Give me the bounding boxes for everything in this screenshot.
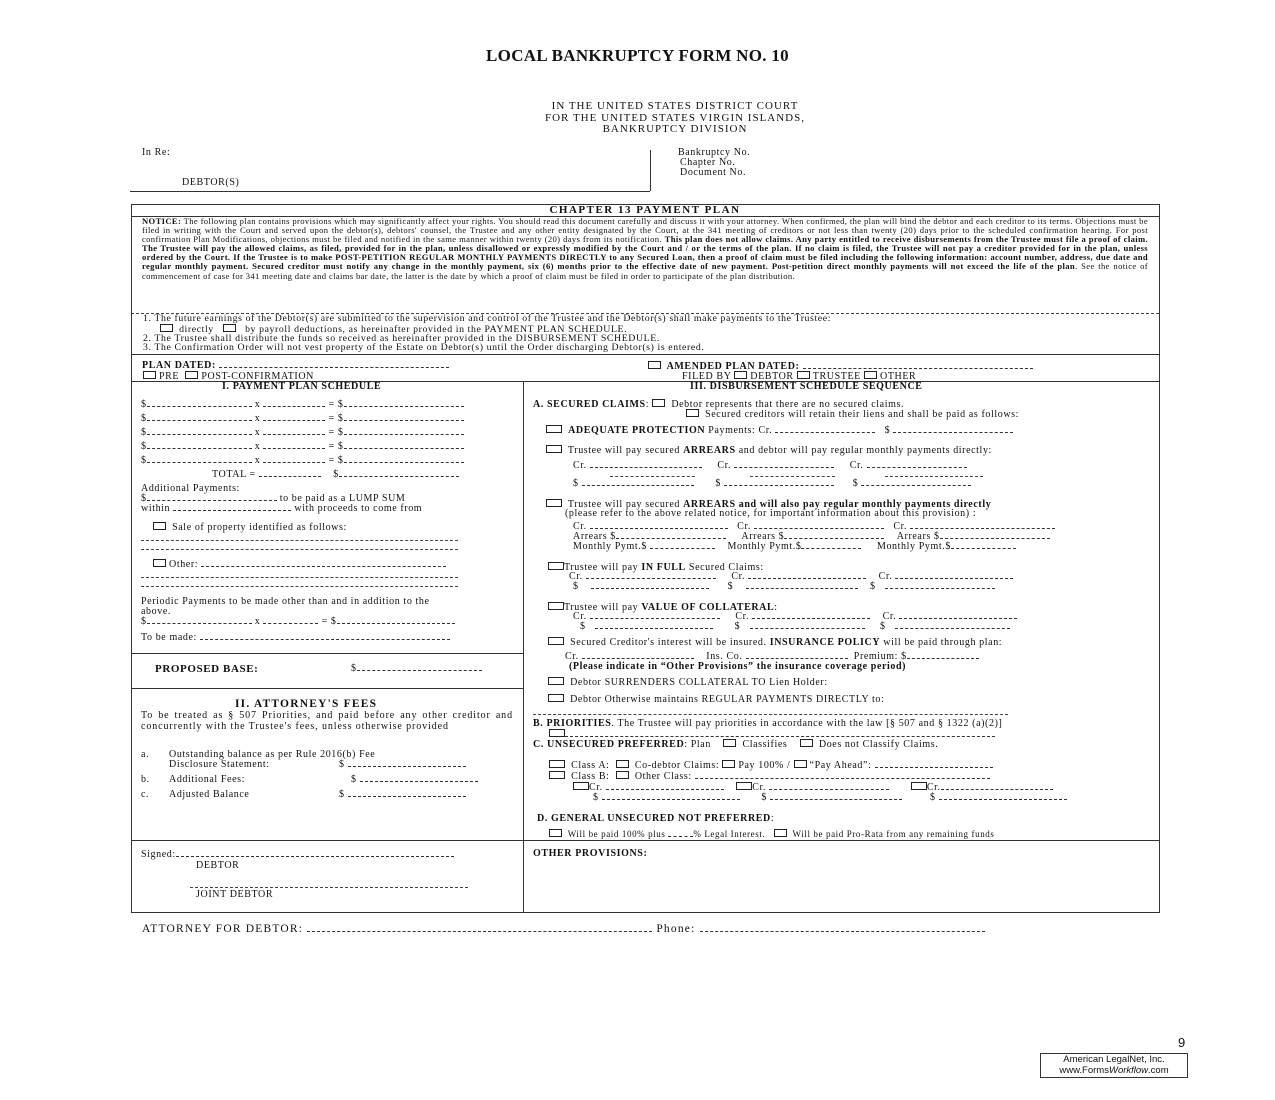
- cr-label: Cr.: [737, 521, 751, 532]
- equals-sign: = $: [328, 455, 344, 466]
- blank-line[interactable]: [141, 586, 458, 587]
- form-title: LOCAL BANKRUPTCY FORM NO. 10: [486, 46, 789, 65]
- classifies-checkbox[interactable]: [723, 739, 736, 747]
- amount-row[interactable]: [573, 582, 995, 591]
- blank-line[interactable]: [141, 549, 458, 550]
- chapter-no-field[interactable]: Chapter No.: [680, 157, 736, 168]
- filed-by-label: FILED BY: [682, 371, 732, 382]
- blank-line[interactable]: [750, 476, 835, 477]
- lump-sum-field[interactable]: [141, 494, 405, 503]
- other-provisions-label: OTHER PROVISIONS:: [533, 848, 648, 859]
- notice-paragraph: [142, 217, 1148, 281]
- insurance-text: will be paid through plan:: [880, 637, 1003, 648]
- priorities-checkbox[interactable]: [549, 729, 565, 737]
- general-unsecured-label: D. GENERAL UNSECURED NOT PREFERRED: [537, 813, 771, 824]
- other-class-checkbox[interactable]: [616, 771, 629, 779]
- codebtor-label: Co-debtor Claims:: [634, 760, 720, 771]
- ins-co-label: Ins. Co.: [706, 651, 743, 662]
- creditor-row[interactable]: [573, 522, 1055, 531]
- insurance-checkbox[interactable]: [548, 637, 564, 645]
- publisher-name: American LegalNet, Inc.: [1063, 1054, 1165, 1065]
- cr-label: Cr.: [731, 571, 746, 582]
- times-sign: x: [254, 455, 261, 466]
- monthly-payment-row[interactable]: [573, 542, 1016, 551]
- dollar-sign: $: [580, 621, 586, 632]
- term-1: 1. The future earnings of the Debtor(s) are submitted to the supervision and control of the Trustee and the Debtor(s) shall make payments to the Trustee:: [143, 313, 832, 324]
- times-sign: x: [254, 427, 261, 438]
- cr-label: Cr.: [752, 782, 767, 793]
- paid-100-checkbox[interactable]: [549, 829, 562, 837]
- dollar-sign: $: [761, 792, 768, 803]
- dollar-sign: $: [852, 478, 859, 489]
- not-classify-checkbox[interactable]: [800, 739, 813, 747]
- value-of-collateral-row[interactable]: Trustee will pay VALUE OF COLLATERAL:: [548, 602, 778, 612]
- surrenders-label: Debtor SURRENDERS COLLATERAL TO Lien Holder:: [570, 677, 828, 688]
- fee-c-label: Adjusted Balance: [169, 789, 250, 800]
- caption-underline: [130, 191, 650, 192]
- class-b-checkbox[interactable]: [549, 771, 565, 779]
- legal-interest-label: % Legal Interest.: [693, 829, 766, 839]
- creditor-row[interactable]: [573, 612, 1017, 621]
- retain-liens-row: [686, 409, 1019, 419]
- unsecured-preferred-label: C. UNSECURED PREFERRED: [533, 739, 685, 750]
- schedule-row[interactable]: [141, 456, 464, 465]
- term-2: 2. The Trustee shall distribute the funds so received as hereinafter provided in the DISBURSEMENT SCHEDULE.: [143, 333, 660, 344]
- plan-label: : Plan: [684, 739, 711, 750]
- dollar-sign: $: [339, 789, 345, 800]
- filed-trustee-label: TRUSTEE: [812, 371, 861, 382]
- debtor-signature-label: DEBTOR: [196, 860, 240, 871]
- secured-claims-label: A. SECURED CLAIMS: [533, 399, 646, 410]
- payroll-label: by payroll deductions, as hereinafter provided in the PAYMENT PLAN SCHEDULE.: [245, 324, 628, 335]
- other-option[interactable]: [153, 559, 446, 569]
- plan-dated-field[interactable]: [142, 361, 449, 370]
- unsecured-preferred-row: [533, 739, 938, 749]
- class-b-row[interactable]: [549, 771, 990, 781]
- filed-other-checkbox[interactable]: [864, 371, 877, 379]
- other-checkbox[interactable]: [153, 559, 166, 567]
- schedule-row[interactable]: [141, 400, 464, 409]
- value-text: Trustee will pay: [564, 602, 642, 613]
- signed-label: Signed:: [141, 849, 176, 860]
- other-class-label: Other Class:: [634, 771, 692, 782]
- bankruptcy-no-field[interactable]: Bankruptcy No.: [678, 147, 751, 158]
- in-full-text: Secured Claims:: [685, 562, 764, 573]
- filed-by-row: [682, 371, 916, 381]
- class-a-label: Class A:: [571, 760, 610, 771]
- arrears-amount-label: Arrears $: [896, 531, 940, 542]
- debtor-signature-field[interactable]: [141, 850, 454, 859]
- class-a-row[interactable]: [549, 760, 993, 770]
- amended-plan-field[interactable]: [648, 361, 1033, 371]
- adequate-protection-row[interactable]: [546, 425, 1013, 435]
- page-number: 9: [1178, 1035, 1186, 1050]
- plan-type-row: [143, 371, 314, 381]
- document-no-field[interactable]: Document No.: [680, 167, 747, 178]
- proposed-base-field[interactable]: [351, 664, 482, 673]
- within-label: within: [141, 503, 171, 514]
- monthly-payment-label: Monthly Pymt.$: [876, 541, 951, 552]
- fee-c-letter: c.: [141, 789, 150, 800]
- divider: [131, 354, 1159, 355]
- schedule-row[interactable]: [141, 428, 464, 437]
- pre-label: PRE: [159, 371, 180, 382]
- blank-line[interactable]: [533, 714, 1008, 715]
- pro-rata-checkbox[interactable]: [774, 829, 787, 837]
- filed-other-label: OTHER: [880, 371, 917, 382]
- total-row[interactable]: [212, 470, 459, 479]
- priorities-field[interactable]: [549, 729, 995, 739]
- dollar-sign: $: [141, 455, 147, 466]
- within-field[interactable]: [141, 504, 422, 513]
- schedule-row[interactable]: [141, 414, 464, 423]
- dollar-sign: $: [870, 581, 876, 592]
- post-confirmation-label: POST-CONFIRMATION: [201, 371, 314, 382]
- dollar-sign: $: [880, 621, 886, 632]
- fee-a-letter: a.: [141, 749, 150, 760]
- to-be-made-label: To be made:: [141, 632, 197, 643]
- in-full-text: Trustee will pay: [564, 562, 642, 573]
- dollar-sign: $: [930, 792, 936, 803]
- column-divider: [523, 381, 524, 912]
- pay100-checkbox[interactable]: [722, 760, 735, 768]
- payments-cr-label: Payments: Cr.: [705, 425, 773, 436]
- pro-rata-label: Will be paid Pro-Rata from any remaining funds: [792, 829, 995, 839]
- cr-label: Cr.: [573, 460, 587, 471]
- cr-label: Cr.: [573, 611, 587, 622]
- dollar-sign: $: [573, 478, 579, 489]
- cr-label: Cr.: [569, 571, 583, 582]
- filed-debtor-checkbox[interactable]: [734, 371, 747, 379]
- court-line-2: FOR THE UNITED STATES VIRGIN ISLANDS,: [545, 112, 805, 124]
- maintains-label: Debtor Otherwise maintains REGULAR PAYMENTS DIRECTLY to:: [570, 694, 885, 705]
- filed-debtor-label: DEBTOR: [750, 371, 794, 382]
- dollar-sign: $: [339, 759, 345, 770]
- general-unsecured-row: D. GENERAL UNSECURED NOT PREFERRED:: [537, 813, 775, 824]
- times-sign: x: [254, 399, 261, 410]
- arrears-note: (please refer to the above related notice, for important information about this provision) :: [565, 508, 977, 519]
- divider: [131, 653, 523, 654]
- fee-a-label: Outstanding balance as per Rule 2016(b) Fee: [169, 749, 376, 760]
- fee-a-label-2: Disclosure Statement:: [169, 759, 270, 770]
- adequate-protection-label: ADEQUATE PROTECTION: [568, 425, 706, 436]
- value-bold: VALUE OF COLLATERAL: [641, 602, 775, 613]
- cr-label: Cr.: [717, 460, 732, 471]
- joint-debtor-signature-label: JOINT DEBTOR: [196, 889, 274, 900]
- no-secured-checkbox[interactable]: [652, 399, 665, 407]
- fee-a-field[interactable]: [339, 760, 466, 769]
- additional-payments-label: Additional Payments:: [141, 483, 240, 494]
- class-a-checkbox[interactable]: [549, 760, 565, 768]
- retain-liens-label: Secured creditors will retain their liens and shall be paid as follows:: [705, 409, 1020, 420]
- arrears-text: Trustee will pay secured: [567, 445, 684, 456]
- equals-sign: = $: [328, 399, 344, 410]
- dollar-sign: $: [573, 581, 579, 592]
- surrenders-row[interactable]: [548, 677, 828, 687]
- notice-label: NOTICE:: [142, 216, 182, 226]
- court-line-1: IN THE UNITED STATES DISTRICT COURT: [551, 100, 799, 112]
- proposed-base-label: PROPOSED BASE:: [155, 663, 259, 675]
- cr-label: Cr.: [849, 460, 864, 471]
- value-of-collateral-checkbox[interactable]: [548, 602, 564, 610]
- periodic-row[interactable]: [141, 617, 455, 626]
- cr-label: Cr.: [893, 521, 908, 532]
- sale-checkbox[interactable]: [153, 522, 166, 530]
- payroll-checkbox[interactable]: [223, 324, 236, 332]
- fee-b-label: Additional Fees:: [169, 774, 245, 785]
- attorney-for-debtor-field[interactable]: [142, 923, 985, 935]
- surrenders-checkbox[interactable]: [548, 677, 564, 685]
- debtors-label: DEBTOR(S): [182, 177, 240, 188]
- priorities-label: B. PRIORITIES: [533, 718, 612, 729]
- above-label: above.: [141, 606, 171, 617]
- dollar-sign: $: [141, 399, 147, 410]
- directly-label: directly: [179, 324, 214, 335]
- in-full-bold: IN FULL: [641, 562, 686, 573]
- publisher-url[interactable]: [1041, 1065, 1187, 1076]
- caption-divider: [650, 150, 651, 191]
- creditor-row[interactable]: [569, 572, 1013, 581]
- cr-label: Cr.: [878, 571, 893, 582]
- fee-c-field[interactable]: [339, 790, 466, 799]
- retain-liens-checkbox[interactable]: [686, 409, 699, 417]
- cr-label: Cr.: [882, 611, 897, 622]
- in-full-checkbox[interactable]: [548, 562, 564, 570]
- priorities-row: [533, 719, 1002, 728]
- arrears-bold: ARREARS and will also pay regular monthly payments directly: [683, 499, 992, 510]
- insurance-details-row[interactable]: [565, 652, 979, 661]
- periodic-label: Periodic Payments to be made other than and in addition to the: [141, 596, 430, 607]
- paid-100-label: Will be paid 100% plus: [567, 829, 666, 839]
- url-part: www.Forms: [1059, 1065, 1109, 1076]
- pay-ahead-checkbox[interactable]: [794, 760, 807, 768]
- equals-sign: = $: [328, 441, 344, 452]
- dollar-sign: $: [727, 581, 734, 592]
- amount-row[interactable]: [593, 793, 1067, 802]
- times-sign: x: [254, 441, 261, 452]
- cr-label: Cr.: [573, 521, 587, 532]
- times-sign: x: [254, 413, 261, 424]
- arrears-amount-row[interactable]: [573, 532, 1050, 541]
- dollar-sign: $: [141, 616, 147, 627]
- dollar-sign: $: [141, 441, 147, 452]
- phone-label: Phone:: [656, 923, 696, 935]
- cr-label: Cr.: [735, 611, 750, 622]
- notice-text-1: The following plan contains provisions which may significantly affect your rights. You should read this document carefully and discuss it with your attorney. When confirmed, the plan will bind the debtor and each creditor to its terms. Objections must be filed in writing with the Court and served upon the debtor(s), debtors' counsel, the Trustee and any other entity designated by the Court, at the 341 meeting of creditors or not less than twenty (20) days prior to the scheduled confirmation hearing. For post confirmation Plan Modifications, objections must be filed and notified in the same manner within twenty (20) days from its notification.: [142, 216, 1148, 245]
- insurance-bold: INSURANCE POLICY: [769, 637, 881, 648]
- attorney-for-debtor-label: ATTORNEY FOR DEBTOR:: [142, 923, 304, 935]
- equals-sign: = $: [328, 427, 344, 438]
- arrears-amount-label: Arrears $: [741, 531, 785, 542]
- class-cr-checkbox[interactable]: [736, 782, 752, 790]
- amended-label: AMENDED PLAN DATED:: [666, 361, 800, 372]
- adequate-protection-checkbox[interactable]: [546, 425, 562, 433]
- no-secured-label: Debtor represents that there are no secured claims.: [671, 399, 905, 410]
- dollar-sign: $: [715, 478, 722, 489]
- cr-label: Cr.: [565, 651, 579, 662]
- dollar-sign: $: [734, 621, 741, 632]
- times-sign: x: [254, 616, 261, 627]
- codebtor-checkbox[interactable]: [616, 760, 629, 768]
- class-cr-checkbox[interactable]: [573, 782, 589, 790]
- secured-claims-row: A. SECURED CLAIMS: Debtor represents that there are no secured claims.: [533, 399, 905, 410]
- pay-ahead-label: “Pay Ahead”:: [809, 760, 872, 771]
- filed-trustee-checkbox[interactable]: [797, 371, 810, 379]
- monthly-payment-label: Monthly Pymt.$: [727, 541, 802, 552]
- premium-label: Premium: $: [853, 651, 907, 662]
- schedule-row[interactable]: [141, 442, 464, 451]
- blank-line[interactable]: [141, 540, 458, 541]
- pay100-label: Pay 100% /: [738, 760, 791, 771]
- to-be-made-field[interactable]: [141, 633, 450, 642]
- arrears-trustee-checkbox[interactable]: [546, 499, 562, 507]
- blank-line[interactable]: [141, 577, 458, 578]
- priorities-text: . The Trustee will pay priorities in accordance with the law [§ 507 and § 1322 (a)(2)]: [611, 718, 1003, 729]
- divider: [131, 688, 523, 689]
- sale-of-property-option[interactable]: [153, 522, 347, 532]
- notice-text-2: . See the notice of commencement of case for 341 meeting date and claims bar date, the latter is the date by which a proof of claim must be filed in order to participate of the plan distribution.: [142, 261, 1148, 281]
- url-part: Workflow: [1108, 1065, 1149, 1076]
- court-line-3: BANKRUPTCY DIVISION: [602, 123, 748, 135]
- arrears-direct-row[interactable]: [546, 445, 992, 455]
- dollar-sign: $: [141, 427, 147, 438]
- creditor-row[interactable]: [573, 461, 967, 470]
- blank-line[interactable]: [610, 476, 695, 477]
- equals-sign: = $: [328, 413, 344, 424]
- dollar-sign: $: [333, 469, 339, 480]
- total-label: TOTAL =: [212, 469, 256, 480]
- amount-row[interactable]: [580, 622, 1010, 631]
- plan-dated-label: PLAN DATED:: [142, 360, 216, 371]
- url-part: .com: [1148, 1065, 1169, 1076]
- notice-bold-text: This plan does not allow claims. Any party entitled to receive disbursements from the Trustee must file a proof of claim. The Trustee will pay the allowed claims, as filed, provided for in the plan, unless disallowed or expressly modified by the Court and / or the terms of the plan. If no claim is filed, the Trustee will not pay a creditor provided for in the plan, unless ordered by the Court. If the Trustee is to make POST-PETITION REGULAR MONTHLY PAYMENTS DIRECTLY to any Secured Loan, then a proof of claim must be filed including the following information: account number, address, due date and regular monthly payment. Secured creditor must notify any change in the monthly payment, six (6) months prior to the effective date of new payment. Post-petition direct monthly payments will not exceed the life of the plan: [142, 234, 1148, 272]
- fee-b-field[interactable]: [351, 775, 478, 784]
- insurance-row[interactable]: [548, 637, 1002, 647]
- fee-b-letter: b.: [141, 774, 150, 785]
- divider: [131, 840, 1159, 841]
- class-b-label: Class B:: [571, 771, 610, 782]
- term-3: 3. The Confirmation Order will not vest property of the Estate on Debtor(s) until the Order discharging Debtor(s) is entered.: [143, 342, 705, 353]
- amended-checkbox[interactable]: [648, 361, 661, 369]
- arrears-bold: ARREARS: [683, 445, 736, 456]
- post-confirmation-checkbox[interactable]: [185, 371, 198, 379]
- dollar-sign: $: [351, 663, 357, 674]
- sale-label: Sale of property identified as follows:: [172, 522, 347, 533]
- arrears-amount-label: Arrears $: [573, 531, 616, 542]
- blank-line[interactable]: [885, 476, 983, 477]
- not-classify-label: Does not Classify Claims.: [818, 739, 939, 750]
- arrears-text: Trustee will pay secured: [567, 499, 684, 510]
- joint-debtor-signature-field[interactable]: [190, 887, 468, 888]
- directly-checkbox[interactable]: [160, 324, 173, 332]
- attorney-fees-paragraph: To be treated as § 507 Priorities, and paid before any other creditor and concurrently with the Trustee's fees, unless otherwise provided: [141, 710, 513, 732]
- dollar-sign: $: [141, 413, 147, 424]
- schedule-heading: I. PAYMENT PLAN SCHEDULE: [222, 381, 382, 392]
- attorney-fees-heading: II. ATTORNEY'S FEES: [235, 698, 378, 710]
- insurance-note: (Please indicate in “Other Provisions” the insurance coverage period): [569, 661, 907, 672]
- other-label: Other:: [169, 559, 199, 570]
- general-unsecured-options: [549, 829, 995, 839]
- cr-label: Cr.: [589, 782, 603, 793]
- monthly-payment-label: Monthly Pymt.$: [573, 541, 647, 552]
- amount-row[interactable]: [573, 479, 971, 488]
- proceeds-label: with proceeds to come from: [294, 503, 423, 514]
- pre-checkbox[interactable]: [143, 371, 156, 379]
- classifies-label: Classifies: [742, 739, 788, 750]
- maintains-row[interactable]: [548, 694, 884, 704]
- maintains-checkbox[interactable]: [548, 694, 564, 702]
- dollar-sign: $: [141, 493, 147, 504]
- dollar-sign: $: [884, 425, 891, 436]
- class-cr-checkbox[interactable]: [911, 782, 927, 790]
- dollar-sign: $: [351, 774, 357, 785]
- insurance-text: Secured Creditor's interest will be insured.: [570, 637, 770, 648]
- equals-sign: = $: [321, 616, 337, 627]
- cr-label: Cr.: [926, 782, 941, 793]
- class-creditor-row[interactable]: [573, 782, 1053, 792]
- in-re-label: In Re:: [142, 147, 171, 158]
- lump-sum-label: to be paid as a LUMP SUM: [279, 493, 406, 504]
- arrears-direct-checkbox[interactable]: [546, 445, 562, 453]
- plan-heading: CHAPTER 13 PAYMENT PLAN: [549, 204, 741, 216]
- dollar-sign: $: [593, 792, 599, 803]
- publisher-logo: [1040, 1053, 1188, 1078]
- arrears-text: and debtor will pay regular monthly payments directly:: [735, 445, 992, 456]
- disbursement-heading: III. DISBURSEMENT SCHEDULE SEQUENCE: [690, 381, 923, 392]
